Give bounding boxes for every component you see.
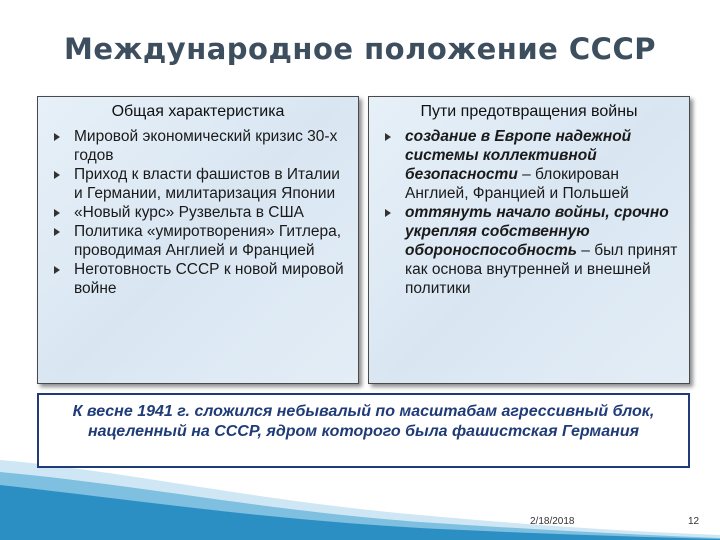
arrow-bullet-icon — [54, 171, 60, 179]
list-item: Неготовность СССР к новой мировой войне — [38, 260, 358, 298]
arrow-bullet-icon — [54, 228, 60, 236]
list-item: Приход к власти фашистов в Италии и Германии, милитаризация Японии — [38, 165, 358, 203]
list-item: «Новый курс» Рузвельта в США — [38, 203, 358, 222]
arrow-bullet-icon — [385, 133, 391, 141]
characteristics-list — [38, 127, 358, 298]
panel-heading: Общая характеристика — [111, 103, 285, 120]
war-prevention-panel — [368, 96, 690, 384]
prevention-list — [369, 127, 689, 298]
list-item: Мировой экономический кризис 30-х годов — [38, 127, 358, 165]
slide-date: 2/18/2018 — [530, 516, 575, 527]
slide-number: 12 — [688, 516, 700, 527]
page-title: Международное положение СССР — [63, 32, 657, 66]
arrow-bullet-icon — [54, 209, 60, 217]
list-item: оттянуть начало войны, срочно укрепляя собственную обороноспособность – был принят как основа внутренней и внешней политики — [369, 203, 689, 298]
arrow-bullet-icon — [385, 209, 391, 217]
list-item: создание в Европе надежной системы коллективной безопасности – блокирован Англией, Францией и Польшей — [369, 127, 689, 203]
arrow-bullet-icon — [54, 133, 60, 141]
arrow-bullet-icon — [54, 266, 60, 274]
general-characteristics-panel — [37, 96, 359, 384]
conclusion-box: К весне 1941 г. сложился небывалый по масштабам агрессивный блок, нацеленный на СССР, ядром которого была фашистская Германия — [37, 393, 690, 468]
panel-heading: Пути предотвращения войны — [420, 103, 638, 120]
list-item: Политика «умиротворения» Гитлера, проводимая Англией и Францией — [38, 222, 358, 260]
